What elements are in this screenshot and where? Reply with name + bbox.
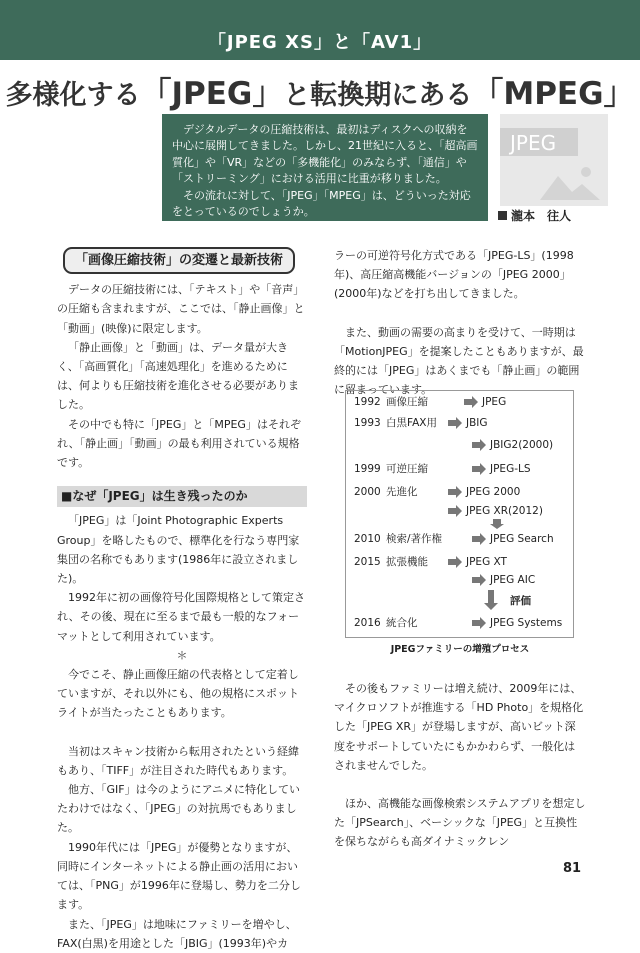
left-paragraph-8: 他方、「GIF」は今のようにアニメに特化していたわけではなく、「JPEG」の対抗馬でもありました。 xyxy=(57,783,301,835)
arrow-icon xyxy=(472,439,486,451)
left-paragraph-5: 1992年に初の画像符号化国際規格として策定され、その後、現在に至るまで最も一般的なフォーマットとして利用されています。 xyxy=(57,591,305,643)
diagram-year: 1993 xyxy=(354,417,381,429)
diagram-year: 2000 xyxy=(354,486,381,498)
diagram-category: 先進化 xyxy=(386,486,418,498)
right-paragraph-4: ほか、高機能な画像検索システムアプリを想定した「JPSearch」、ベーシックな「JPEG」と互換性を保ちながらも高ダイナミックレン xyxy=(334,797,586,849)
diagram-category: 白黒FAX用 xyxy=(386,417,437,429)
arrow-icon xyxy=(472,574,486,586)
diagram-format: JPEG XR(2012) xyxy=(466,505,543,517)
right-column xyxy=(334,246,586,399)
left-paragraph-7: 当初はスキャン技術から転用されたという経緯もあり、「TIFF」が注目された時代もあります。 xyxy=(57,744,299,777)
title-word-jpeg: 「JPEG」 xyxy=(140,76,284,112)
lead-paragraph-2: その流れに対して、「JPEG」「MPEG」は、どういった対応をとっているのでしょうか。 xyxy=(172,188,471,219)
left-paragraph-9: 1990年代には「JPEG」が優勢となりますが、同時にインターネットによる静止画の活用においては、「PNG」が1996年に登場し、勢力を二分します。 xyxy=(57,840,301,912)
diagram-row xyxy=(354,614,573,632)
diagram-format: JBIG2(2000) xyxy=(490,439,554,451)
page-number: 81 xyxy=(563,861,582,876)
diagram-category: 検索/著作権 xyxy=(386,533,443,545)
section-title: 「画像圧縮技術」の変遷と最新技術 xyxy=(63,247,295,274)
jpeg-file-icon xyxy=(500,114,608,206)
diagram-format: JBIG xyxy=(466,417,488,429)
diagram-format: JPEG xyxy=(482,396,507,408)
diagram-row xyxy=(354,502,573,520)
star-separator: ＊ xyxy=(176,648,188,662)
title-word-mpeg: 「MPEG」 xyxy=(472,76,635,112)
down-arrow-icon xyxy=(490,519,504,529)
diagram-category: 統合化 xyxy=(386,617,418,629)
header-band xyxy=(0,0,640,60)
right-paragraph-2: また、動画の需要の高まりを受けて、一時期は「MotionJPEG」を提案したこともありますが、最終的には「JPEG」はあくまでも「静止画」の範囲に留まっています。 xyxy=(334,325,584,397)
arrow-icon xyxy=(472,617,486,629)
diagram-year: 2016 xyxy=(354,617,381,629)
diagram-row xyxy=(354,460,573,478)
diagram-caption: JPEGファミリーの増殖プロセス xyxy=(390,644,530,655)
diagram-category: 可逆圧縮 xyxy=(386,463,428,475)
lead-box xyxy=(162,114,488,221)
diagram-category: 画像圧縮 xyxy=(386,396,428,408)
left-column xyxy=(57,247,307,953)
diagram-year: 2015 xyxy=(354,556,381,568)
diagram-year: 1992 xyxy=(354,396,381,408)
right-paragraph-3: その後もファミリーは増え続け、2009年には、マイクロソフトが推進する「HD Photo」を規格化した「JPEG XR」が登場しますが、高いビット深度をサポートしていたにもかかわらず、一般化はされませんでした。 xyxy=(334,682,584,772)
arrow-icon xyxy=(448,556,462,568)
arrow-icon xyxy=(472,533,486,545)
lead-paragraph-1: デジタルデータの圧縮技術は、最初はディスクへの収納を中心に展開してきました。しかし、21世紀に入ると、「超高画質化」や「VR」などの「多機能化」のみならず、「通信」や「ストリーミング」における活用に比重が移りました。 xyxy=(172,123,478,186)
diagram-row xyxy=(354,393,573,411)
file-icon-label: JPEG xyxy=(510,131,557,155)
diagram-year: 2010 xyxy=(354,533,381,545)
diagram-format: JPEG XT xyxy=(466,556,507,568)
diagram-row xyxy=(354,592,573,610)
diagram-format: JPEG AIC xyxy=(490,574,536,586)
arrow-icon xyxy=(448,417,462,429)
diagram-format: JPEG Search xyxy=(490,533,554,545)
page-title xyxy=(0,68,640,113)
author xyxy=(498,207,571,224)
title-mid: と転換期にある xyxy=(283,80,473,111)
diagram-row xyxy=(354,530,573,548)
arrow-icon xyxy=(448,505,462,517)
sub-title: ■なぜ「JPEG」は生き残ったのか xyxy=(57,486,307,507)
arrow-icon xyxy=(464,396,478,408)
diagram-row xyxy=(354,553,573,571)
left-paragraph-2: 「静止画像」と「動画」は、データ量が大きく、「高画質化」「高速処理化」を進めるためには、何よりも圧縮技術を進化させる必要がありました。 xyxy=(57,340,299,412)
diagram-format: 評価 xyxy=(510,595,531,607)
arrow-icon xyxy=(472,463,486,475)
left-paragraph-1: データの圧縮技術には、「テキスト」や「音声」の圧縮も含まれますが、ここでは、「静止画像」と「動画」(映像)に限定します。 xyxy=(57,283,305,335)
jpeg-family-diagram xyxy=(345,390,574,638)
diagram-row xyxy=(354,436,573,454)
diagram-format: JPEG-LS xyxy=(490,463,531,475)
diagram-row xyxy=(354,414,573,432)
left-paragraph-3: その中でも特に「JPEG」と「MPEG」はそれぞれ、「静止画」「動画」の最も利用されている規格です。 xyxy=(57,417,301,470)
right-column-lower xyxy=(334,679,586,852)
diagram-year: 1999 xyxy=(354,463,381,475)
right-paragraph-1: ラーの可逆符号化方式である「JPEG-LS」(1998年)、高圧縮高機能バージョンの「JPEG 2000」(2000年)などを打ち出してきました。 xyxy=(334,249,574,301)
diagram-row xyxy=(354,571,573,589)
header-title: 「JPEG XS」と「AV1」 xyxy=(207,32,433,53)
left-paragraph-6: 今でこそ、静止画像圧縮の代表格として定着していますが、それ以外にも、他の規格にスポットライトが当たったこともあります。 xyxy=(57,668,299,720)
diagram-format: JPEG Systems xyxy=(490,617,563,629)
diagram-category: 拡張機能 xyxy=(386,556,428,568)
title-pre: 多様化する xyxy=(5,80,141,111)
diagram-format: JPEG 2000 xyxy=(466,486,521,498)
left-paragraph-10: また、「JPEG」は地味にファミリーを増やし、FAX(白黒)を用途とした「JBIG」(1993年)やカ xyxy=(57,917,297,950)
arrow-icon xyxy=(448,486,462,498)
diagram-row xyxy=(354,483,573,501)
left-paragraph-4: 「JPEG」は「Joint Photographic Experts Group」を略したもので、標準化を行なう専門家集団の名称でもあります(1986年に設立されました)。 xyxy=(57,514,300,586)
author-name: 瀧本 往人 xyxy=(511,209,572,223)
